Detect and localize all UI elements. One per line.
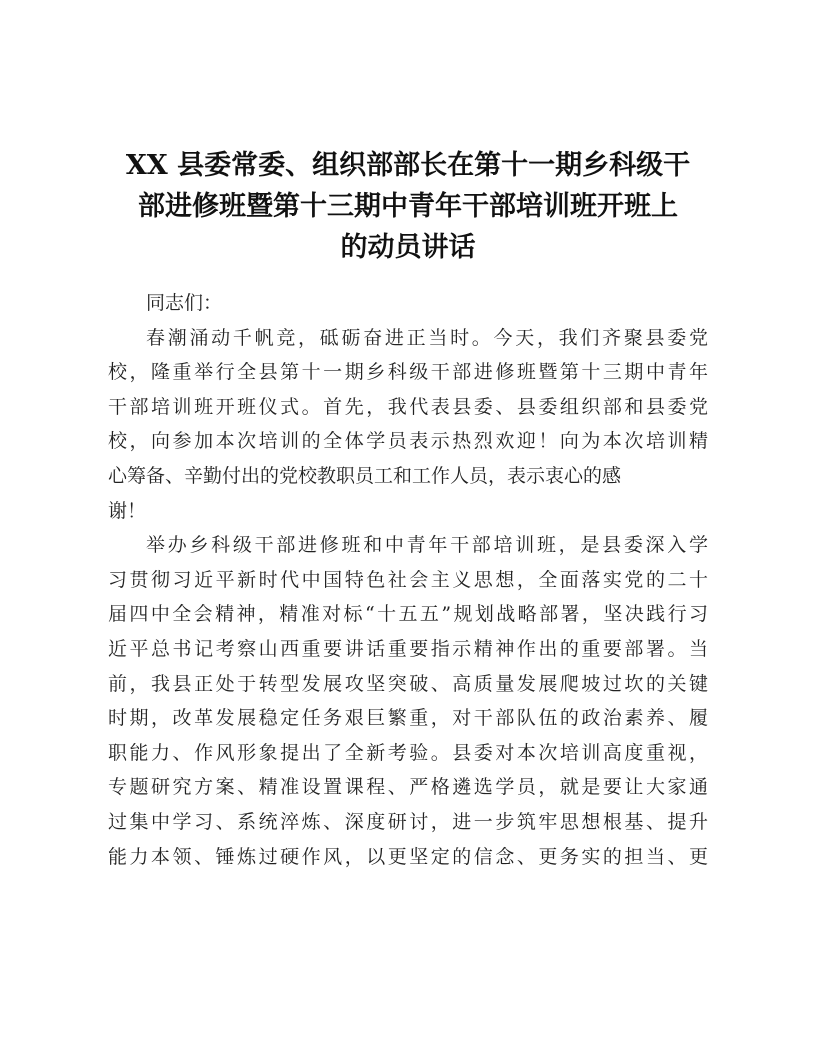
salutation: 同志们： <box>146 292 223 314</box>
paragraph-line: 干部培训班开班仪式。首先，我代表县委、县委组织部和县委党 <box>108 395 708 418</box>
paragraph-line: 时期，改革发展稳定任务艰巨繁重，对干部队伍的政治素养、履 <box>108 707 708 730</box>
paragraph-line: 过集中学习、系统淬炼、深度研讨，进一步筑牢思想根基、提升 <box>108 810 708 833</box>
title-line-3: 的动员讲话 <box>340 232 476 263</box>
paragraph-1 <box>108 321 708 529</box>
paragraph-line: 近平总书记考察山西重要讲话重要指示精神作出的重要部署。当 <box>108 637 708 660</box>
paragraph-line: 春潮涌动千帆竞，砥砺奋进正当时。今天，我们齐聚县委党 <box>146 326 708 349</box>
paragraph-line: 职能力、作风形象提出了全新考验。县委对本次培训高度重视， <box>108 741 708 764</box>
paragraph-line: 专题研究方案、精准设置课程、严格遴选学员，就是要让大家通 <box>108 776 708 799</box>
paragraph-line: 校，隆重举行全县第十一期乡科级干部进修班暨第十三期中青年 <box>108 361 708 384</box>
title-line-2: 部进修班暨第十三期中青年干部培训班开班上 <box>138 191 678 222</box>
paragraph-line: 举办乡科级干部进修班和中青年干部培训班，是县委深入学 <box>146 534 708 557</box>
paragraph-line: 心筹备、辛勤付出的党校教职员工和工作人员，表示衷心的感 <box>108 464 622 487</box>
paragraph-line: 届四中全会精神，精准对标“十五五”规划战略部署，坚决践行习 <box>108 603 708 626</box>
paragraph-line: 前，我县正处于转型发展攻坚突破、高质量发展爬坡过坎的关键 <box>108 672 708 695</box>
document-body <box>108 286 708 874</box>
paragraph-line: 能力本领、锤炼过硬作风，以更坚定的信念、更务实的担当、更 <box>108 845 708 868</box>
paragraph-line: 谢！ <box>108 499 147 522</box>
paragraph-2 <box>108 528 708 874</box>
paragraph-line: 习贯彻习近平新时代中国特色社会主义思想，全面落实党的二十 <box>108 568 708 591</box>
title-line-1: XX 县委常委、组织部部长在第十一期乡科级干 <box>125 150 691 181</box>
document-title <box>100 145 716 268</box>
paragraph-line: 校，向参加本次培训的全体学员表示热烈欢迎！向为本次培训精 <box>108 430 708 453</box>
